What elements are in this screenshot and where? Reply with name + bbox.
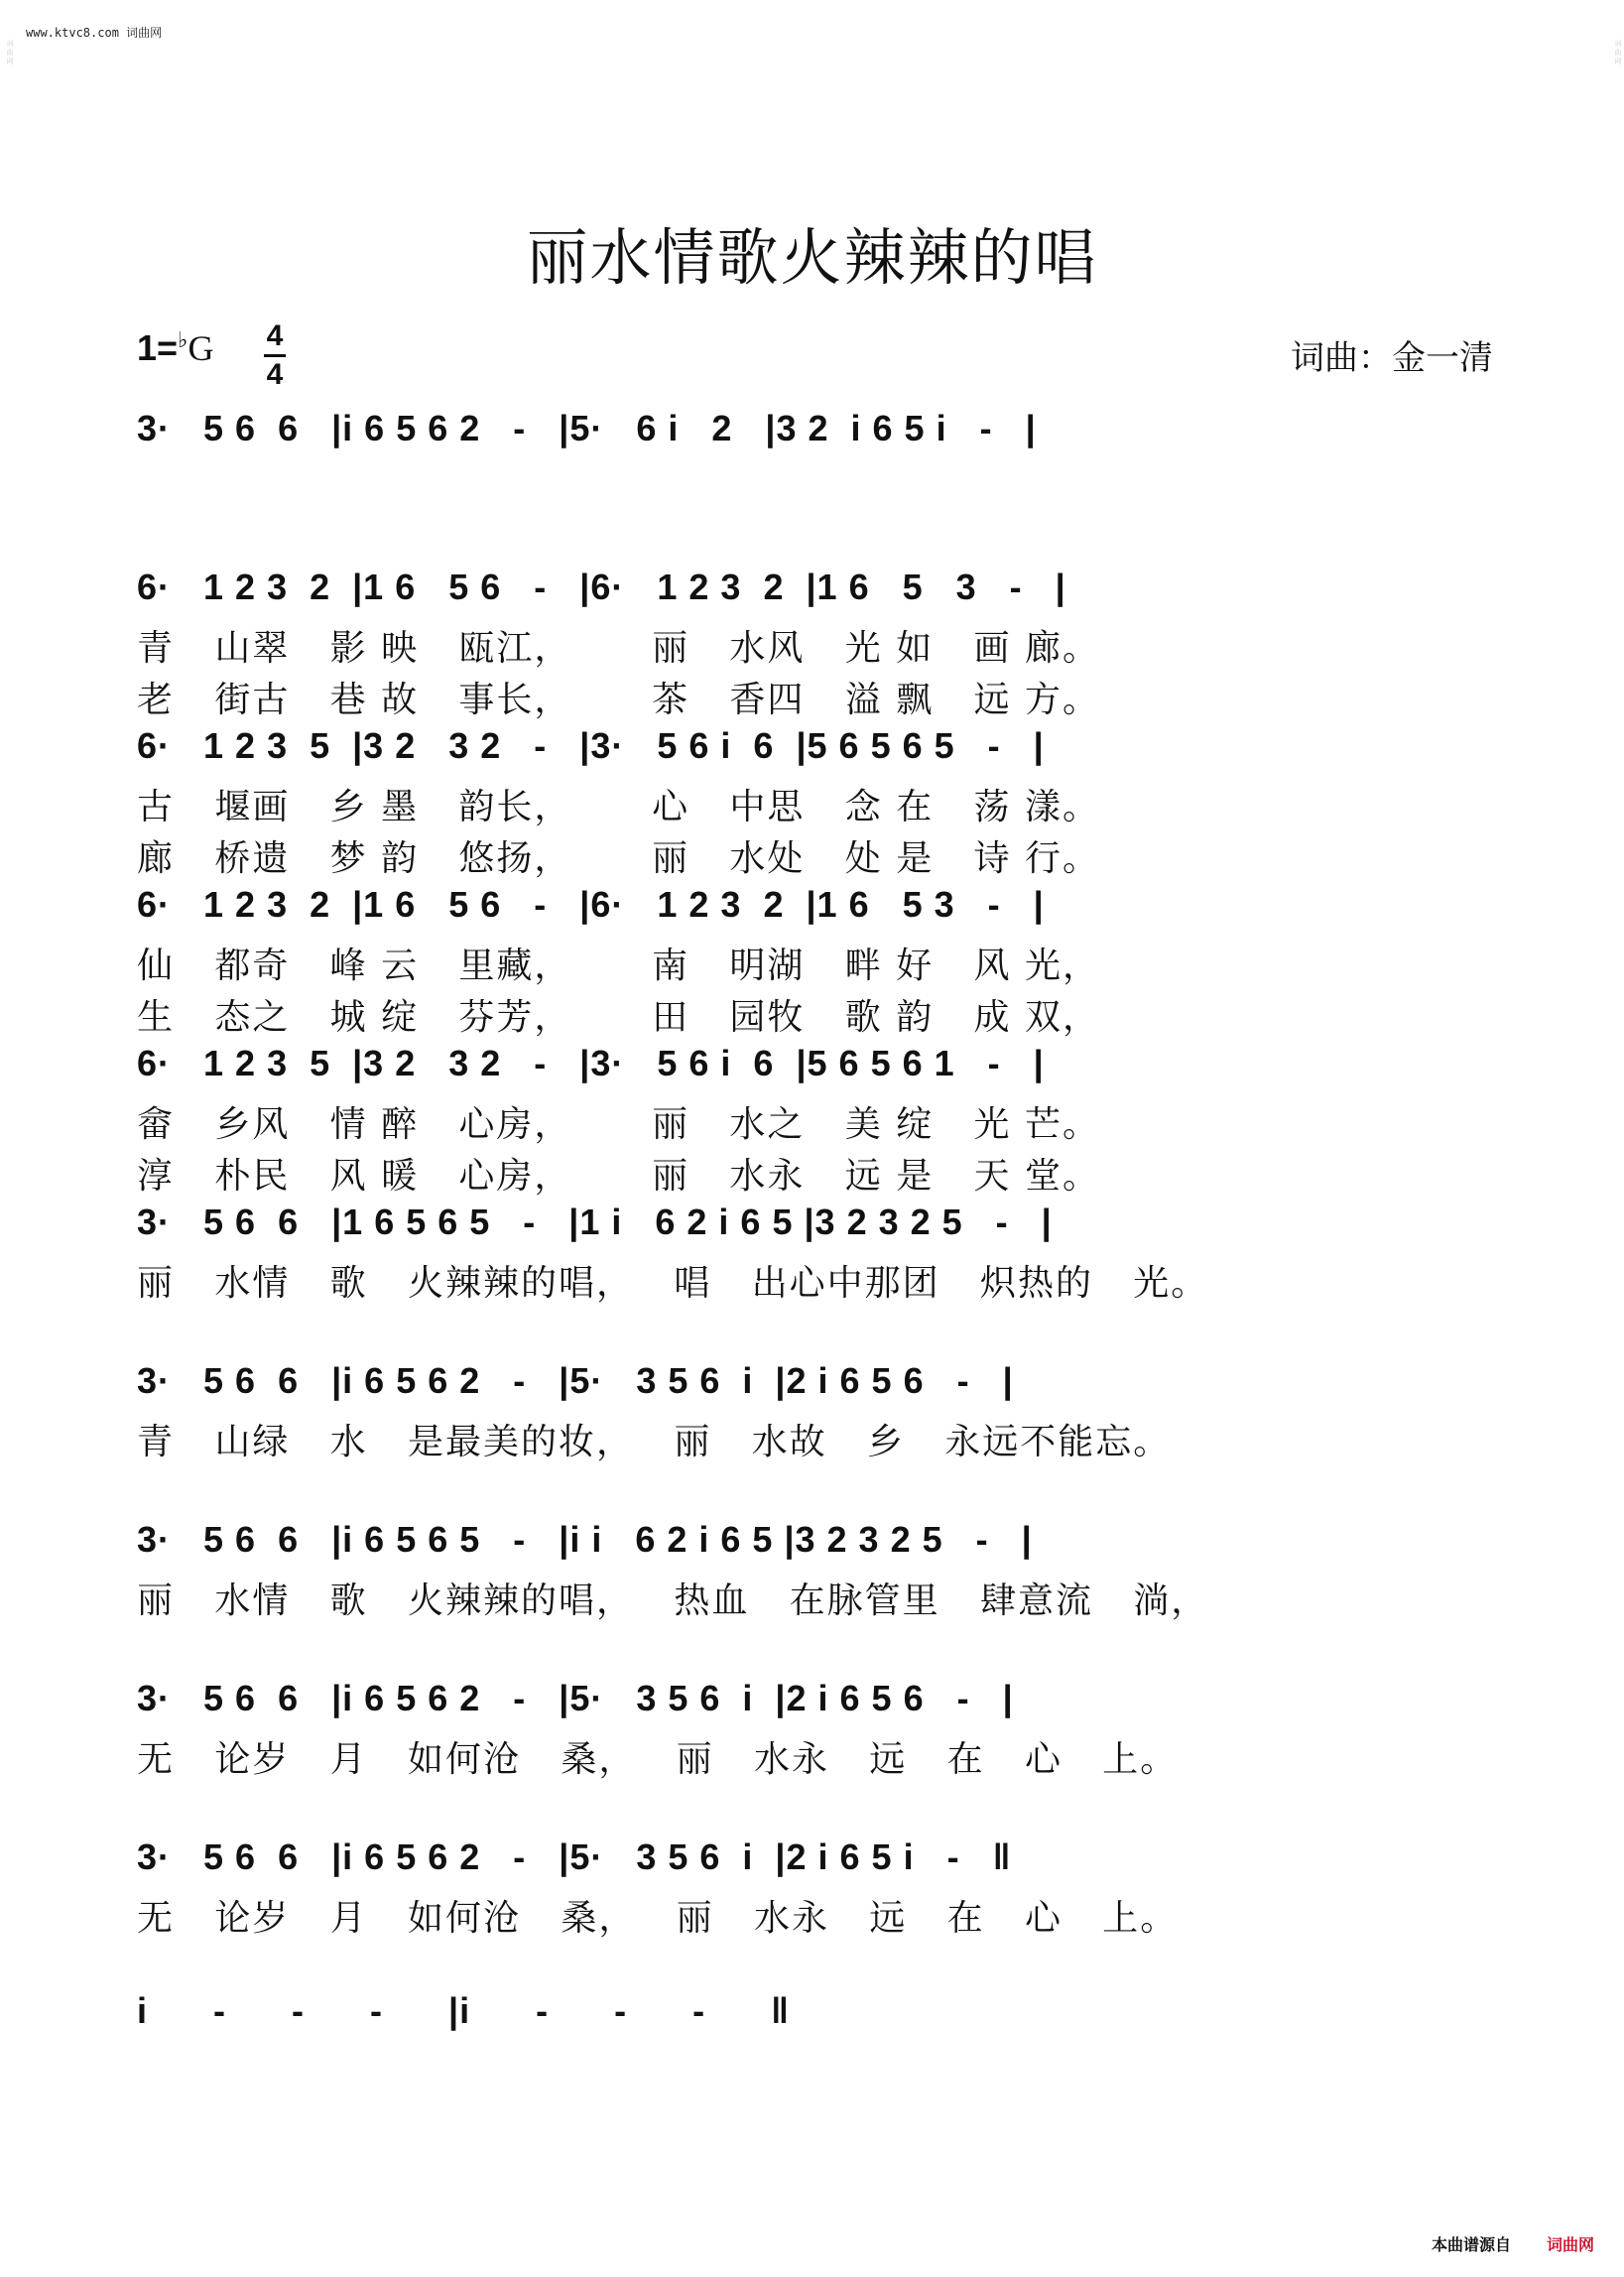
lyric-line: 畲 乡风 情 醉 心房， 丽 水之 美 绽 光 芒。 bbox=[137, 1104, 1100, 1145]
lyric-line: 廊 桥遗 梦 韵 悠扬， 丽 水处 处 是 诗 行。 bbox=[137, 838, 1100, 879]
notation-line bbox=[137, 1513, 1496, 1573]
right-watermark: 词曲网 bbox=[1614, 40, 1622, 66]
notation-text: 6· 1 2 3 5 |3 2 3 2 - |3· 5 6 i 6 |5 6 5 6 1 - | bbox=[137, 1043, 1045, 1083]
lyric-line: 生 态之 城 绽 芬芳， 田 园牧 歌 韵 成 双， bbox=[137, 997, 1100, 1038]
score-line bbox=[137, 1037, 1496, 1200]
footer: 本曲谱源自 词曲网 bbox=[1431, 2235, 1594, 2254]
score-line bbox=[137, 1354, 1496, 1465]
notation-line bbox=[137, 719, 1496, 779]
score-line bbox=[137, 1831, 1496, 1942]
score-line bbox=[137, 1513, 1496, 1624]
left-watermark: 词曲网 bbox=[6, 40, 14, 66]
key-signature: 1=♭G bbox=[137, 327, 214, 368]
lyric-line: 老 街古 巷 故 事长， 茶 香四 溢 飘 远 方。 bbox=[137, 680, 1100, 720]
score-line bbox=[137, 1196, 1496, 1307]
notation-text: 3· 5 6 6 |1 6 5 6 5 - |1 i 6 2 i 6 5 |3 2 3 2 5 - | bbox=[137, 1202, 1053, 1242]
notation-text: i - - - |i - - - ‖ bbox=[137, 1990, 791, 2031]
song-title: 丽水情歌火辣辣的唱 bbox=[526, 224, 1098, 293]
notation-line bbox=[137, 1354, 1496, 1414]
notation-line bbox=[137, 1196, 1496, 1255]
credits: 词曲：金一清 bbox=[1291, 339, 1493, 377]
notation-text: 3· 5 6 6 |i 6 5 6 2 - |5· 3 5 6 i |2 i 6 5 6 - | bbox=[137, 1678, 1014, 1718]
lyric-line: 无 论岁 月 如何沧 桑， 丽 水永 远 在 心 上。 bbox=[137, 1739, 1179, 1780]
lyric-line: 丽 水情 歌 火辣辣的唱， 唱 出心中那团 炽热的 光。 bbox=[137, 1263, 1209, 1304]
notation-text: 3· 5 6 6 |i 6 5 6 2 - |5· 3 5 6 i |2 i 6 5 6 - | bbox=[137, 1360, 1014, 1401]
lyric-line: 古 堰画 乡 墨 韵长， 心 中思 念 在 荡 漾。 bbox=[137, 787, 1100, 827]
footer-brand: 词曲网 bbox=[1546, 2235, 1594, 2254]
score-line bbox=[137, 878, 1496, 1041]
notation-line bbox=[137, 1984, 1496, 2044]
score-line bbox=[137, 402, 1496, 461]
score-line bbox=[137, 561, 1496, 723]
site-url: www.ktvc8.com 词曲网 bbox=[26, 26, 163, 40]
lyric-line: 仙 都奇 峰 云 里藏， 南 明湖 畔 好 风 光， bbox=[137, 946, 1100, 986]
time-signature: 4 4 bbox=[260, 319, 290, 392]
notation-line bbox=[137, 1672, 1496, 1731]
lyric-line: 丽 水情 歌 火辣辣的唱， 热血 在脉管里 肆意流 淌， bbox=[137, 1581, 1209, 1621]
lyric-line: 青 山翠 影 映 瓯江， 丽 水风 光 如 画 廊。 bbox=[137, 628, 1100, 669]
notation-line bbox=[137, 878, 1496, 938]
notation-text: 3· 5 6 6 |i 6 5 6 2 - |5· 3 5 6 i |2 i 6 5 i - ‖ bbox=[137, 1836, 1012, 1877]
score-line bbox=[137, 1672, 1496, 1783]
score-line bbox=[137, 1984, 1496, 2044]
lyric-line: 淳 朴民 风 暖 心房， 丽 水永 远 是 天 堂。 bbox=[137, 1156, 1100, 1197]
notation-line bbox=[137, 1831, 1496, 1890]
notation-text: 3· 5 6 6 |i 6 5 6 2 - |5· 6 i 2 |3 2 i 6 5 i - | bbox=[137, 408, 1037, 448]
notation-text: 6· 1 2 3 2 |1 6 5 6 - |6· 1 2 3 2 |1 6 5 3 - | bbox=[137, 884, 1045, 925]
notation-line bbox=[137, 1037, 1496, 1096]
lyric-line: 无 论岁 月 如何沧 桑， 丽 水永 远 在 心 上。 bbox=[137, 1898, 1179, 1939]
score-line bbox=[137, 719, 1496, 882]
notation-line bbox=[137, 561, 1496, 620]
notation-line bbox=[137, 402, 1496, 461]
lyric-line: 青 山绿 水 是最美的妆， 丽 水故 乡 永远不能忘。 bbox=[137, 1422, 1172, 1462]
notation-text: 3· 5 6 6 |i 6 5 6 5 - |i i 6 2 i 6 5 |3 2 3 2 5 - | bbox=[137, 1519, 1033, 1560]
notation-text: 6· 1 2 3 5 |3 2 3 2 - |3· 5 6 i 6 |5 6 5 6 5 - | bbox=[137, 725, 1045, 766]
notation-text: 6· 1 2 3 2 |1 6 5 6 - |6· 1 2 3 2 |1 6 5 3 - | bbox=[137, 567, 1066, 607]
